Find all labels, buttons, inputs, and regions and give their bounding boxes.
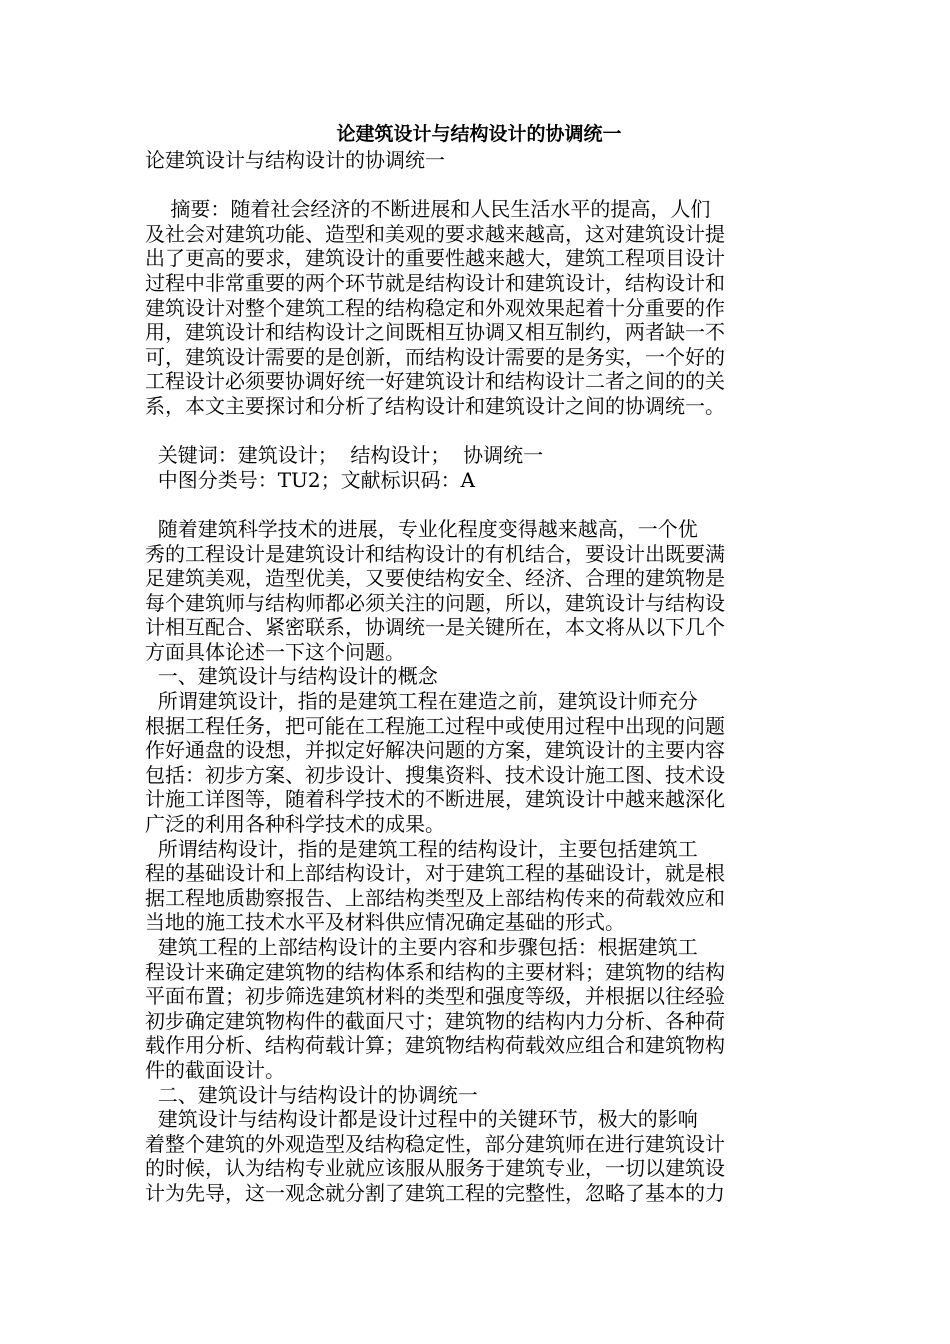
paragraph-line: 的时候，认为结构专业就应该服从服务于建筑专业，一切以建筑设 (145, 1156, 725, 1181)
abstract-line: 工程设计必须要协调好统一好建筑设计和结构设计二者之间的的关 (145, 369, 725, 394)
section-1-heading: 一、建筑设计与结构设计的概念 (145, 664, 438, 689)
paragraph-line: 据工程地质勘察报告、上部结构类型及上部结构传来的荷载效应和 (145, 885, 725, 910)
abstract-line: 出了更高的要求，建筑设计的重要性越来越大，建筑工程项目设计 (145, 246, 725, 271)
abstract-line: 用，建筑设计和结构设计之间既相互协调又相互制约，两者缺一不 (145, 320, 725, 345)
abstract-line: 过程中非常重要的两个环节就是结构设计和建筑设计，结构设计和 (145, 270, 725, 295)
intro-line: 随着建筑科学技术的进展，专业化程度变得越来越高，一个优 (145, 516, 698, 541)
classification-line: 中图分类号：TU2；文献标识码：A (145, 467, 476, 492)
paragraph-line: 建筑工程的上部结构设计的主要内容和步骤包括：根据建筑工 (145, 935, 698, 959)
paragraph-line: 计施工详图等，随着科学技术的不断进展，建筑设计中越来越深化 (145, 787, 725, 812)
paragraph-line: 计为先导，这一观念就分割了建筑工程的完整性，忽略了基本的力 (145, 1180, 725, 1205)
spacer (145, 173, 805, 198)
section-1-paragraph-3 (145, 935, 805, 1083)
abstract-line: 建筑设计对整个建筑工程的结构稳定和外观效果起着十分重要的作 (145, 295, 725, 320)
keywords-line: 关键词：建筑设计； 结构设计； 协调统一 (145, 443, 544, 468)
paragraph-line: 根据工程任务，把可能在工程施工过程中或使用过程中出现的问题 (145, 713, 725, 738)
abstract-paragraph (145, 197, 805, 418)
paragraph-line: 初步确定建筑物构件的截面尺寸；建筑物的结构内力分析、各种荷 (145, 1008, 725, 1033)
paragraph-line: 程的基础设计和上部结构设计，对于建筑工程的基础设计，就是根 (145, 861, 725, 886)
document-subtitle: 论建筑设计与结构设计的协调统一 (145, 148, 445, 172)
paragraph-line: 件的截面设计。 (145, 1057, 285, 1082)
section-1-paragraph-1 (145, 689, 805, 837)
intro-line: 计相互配合、紧密联系，协调统一是关键所在，本文将从以下几个 (145, 615, 725, 640)
intro-line: 足建筑美观，造型优美，又要使结构安全、经济、合理的建筑物是 (145, 566, 725, 591)
intro-paragraph (145, 517, 805, 665)
paragraph-line: 平面布置；初步筛选建筑材料的类型和强度等级，并根据以往经验 (145, 984, 725, 1009)
paragraph-line: 作好通盘的设想，并拟定好解决问题的方案，建筑设计的主要内容 (145, 738, 725, 763)
section-2-paragraph-1 (145, 1107, 805, 1205)
intro-line: 方面具体论述一下这个问题。 (145, 639, 405, 664)
paragraph-line: 所谓建筑设计，指的是建筑工程在建造之前，建筑设计师充分 (145, 689, 698, 714)
section-1-paragraph-2 (145, 837, 805, 935)
paragraph-line: 所谓结构设计，指的是建筑工程的结构设计，主要包括建筑工 (145, 836, 698, 861)
spacer (145, 492, 805, 517)
intro-line: 秀的工程设计是建筑设计和结构设计的有机结合，要设计出既要满 (145, 541, 725, 566)
abstract-line: 可，建筑设计需要的是创新，而结构设计需要的是务实，一个好的 (145, 344, 725, 369)
paragraph-line: 当地的施工技术水平及材料供应情况确定基础的形式。 (145, 910, 625, 935)
paragraph-line: 载作用分析、结构荷载计算；建筑物结构荷载效应组合和建筑物构 (145, 1033, 725, 1058)
section-2-heading: 二、建筑设计与结构设计的协调统一 (145, 1082, 478, 1107)
paragraph-line: 广泛的利用各种科学技术的成果。 (145, 812, 445, 837)
paragraph-line: 包括：初步方案、初步设计、搜集资料、技术设计施工图、技术设 (145, 762, 725, 787)
abstract-line: 及社会对建筑功能、造型和美观的要求越来越高，这对建筑设计提 (145, 221, 725, 246)
paragraph-line: 程设计来确定建筑物的结构体系和结构的主要材料；建筑物的结构 (145, 959, 725, 984)
paragraph-line: 建筑设计与结构设计都是设计过程中的关键环节，极大的影响 (145, 1107, 698, 1132)
document-title: 论建筑设计与结构设计的协调统一 (336, 123, 622, 145)
abstract-line: 摘要：随着社会经济的不断进展和人民生活水平的提高，人们 (145, 197, 711, 222)
document-body (145, 120, 805, 1206)
abstract-line: 系，本文主要探讨和分析了结构设计和建筑设计之间的协调统一。 (145, 393, 725, 418)
intro-line: 每个建筑师与结构师都必须关注的问题，所以，建筑设计与结构设 (145, 590, 725, 615)
paragraph-line: 着整个建筑的外观造型及结构稳定性，部分建筑师在进行建筑设计 (145, 1131, 725, 1156)
spacer (145, 419, 805, 444)
